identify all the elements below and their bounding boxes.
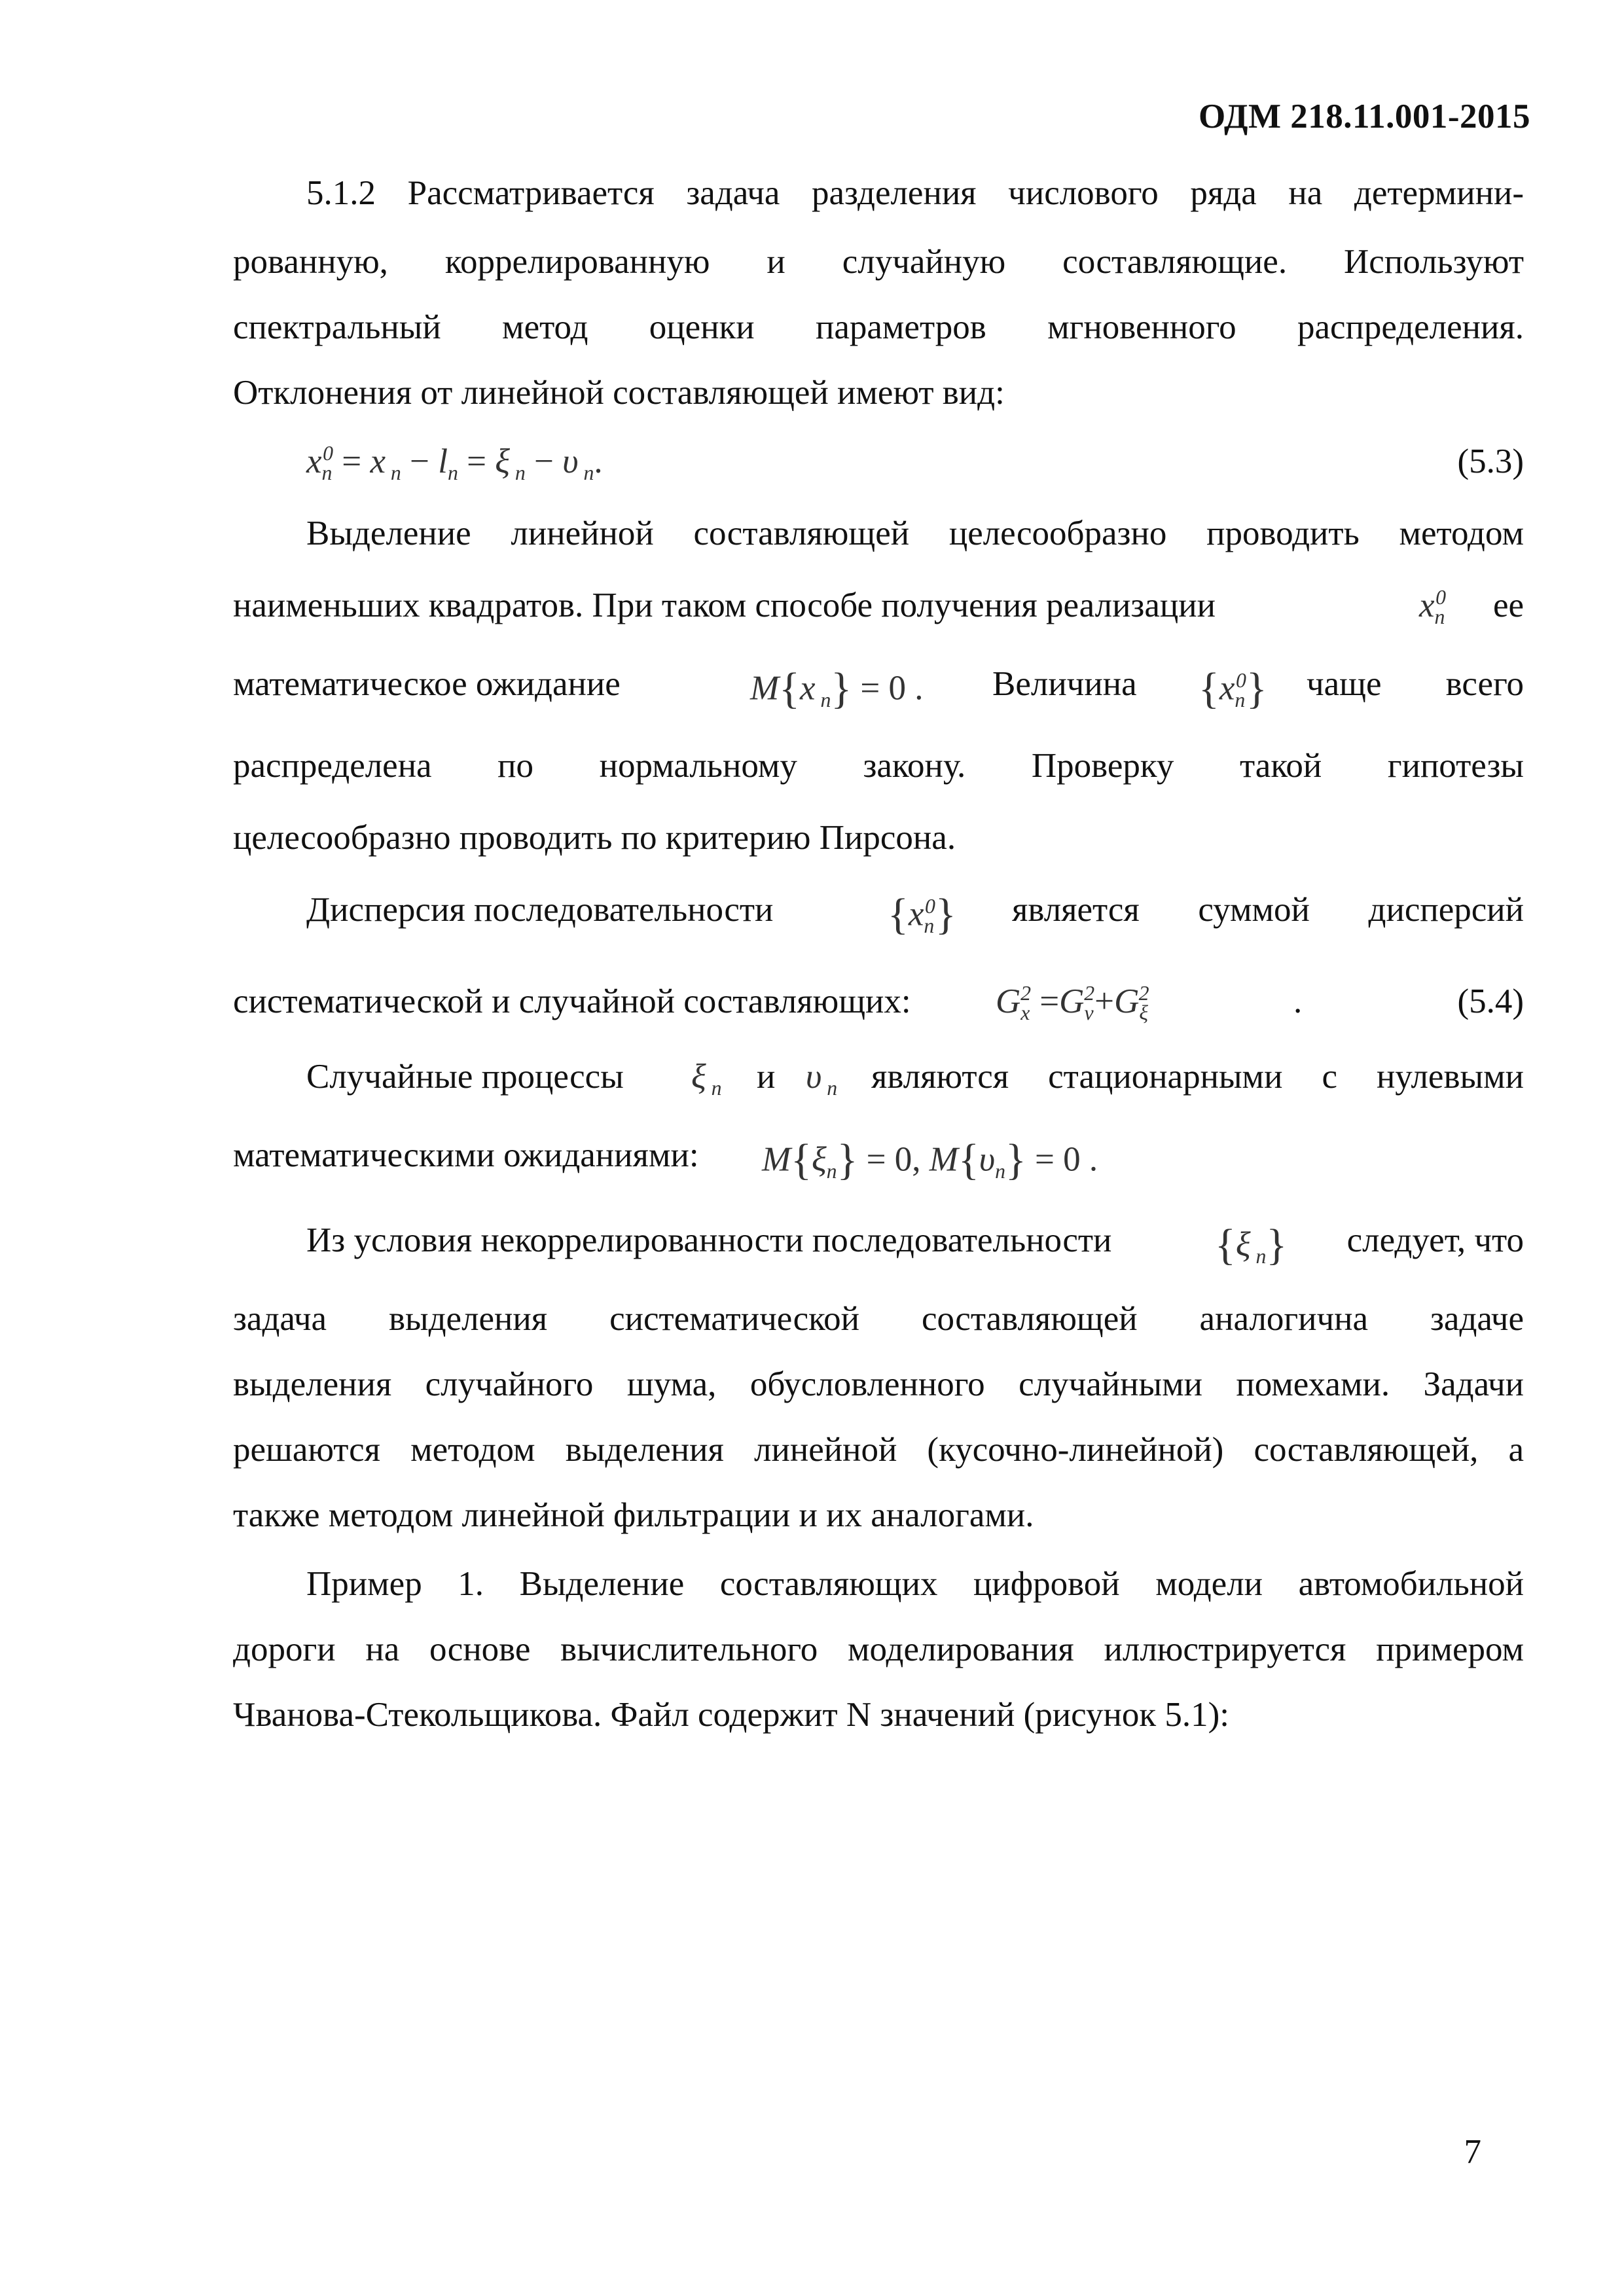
para6-line3: Чванова-Стекольщикова. Файл содержит N значений (рисунок 5.1): [233,1696,1229,1734]
para5-line3: выделения случайного шума, обусловленного случайными помехами. Задачи [233,1365,1524,1403]
equation-number-5-4: (5.4) [1457,982,1524,1020]
equation-number-5-3: (5.3) [1457,442,1524,480]
para3-line1-end: является суммой дисперсий [1012,891,1524,929]
para5-line4: решаются методом выделения линейной (кусочно-линейной) составляющей, а [233,1431,1524,1469]
para4-line1-end: являются стационарными с нулевыми [871,1058,1524,1096]
para6-line1: Пример 1. Выделение составляющих цифровой модели автомобильной [306,1565,1524,1603]
inline-formula-set-xn0-b: $\{x_n^0\}$ [888,891,956,939]
document-code: ОДМ 218.11.001-2015 [1198,98,1530,135]
para5-line2: задача выделения систематической составляющей аналогична задаче [233,1300,1524,1338]
page-number: 7 [1464,2133,1481,2171]
para2-line5: целесообразно проводить по критерию Пирсона. [233,819,956,857]
para2-line3 [233,664,1524,713]
para5-line5: также методом линейной фильтрации и их аналогами. [233,1496,1034,1534]
para2-line4: распределена по нормальному закону. Проверку такой гипотезы [233,747,1524,785]
inline-formula-xi-n: ξ $_n$ [691,1058,722,1100]
formula-5-4-period: . [1293,982,1303,1020]
inline-formula-xn0: $x_n^0$ [1419,586,1447,629]
para3-line2 [233,982,1524,1025]
para4-line2 [233,1136,1524,1184]
para2-line2-end: ее [1492,586,1524,624]
para1-line3: спектральный метод оценки параметров мгновенного распределения. [233,308,1524,346]
para2-line3-end: чаще всего [1307,665,1524,703]
inline-formula-expectation: M{x $_n$} = 0 . [750,665,924,713]
formula-5-3-expression: $x_n^0 = x$ $_n - l_n = \xi$ $_n$ − υ $_n$. [306,442,603,485]
para1-line2: рованную, коррелированную и случайную составляющие. Используют [233,243,1524,281]
para4-line2-text: математическими ожиданиями: [233,1136,699,1174]
para4-line1-text: Случайные процессы [306,1058,624,1096]
para2-line2 [233,586,1524,629]
para4-line1-and: и [757,1058,776,1096]
para3-line1-text: Дисперсия последовательности [306,891,774,929]
para3-line2-text: систематической и случайной составляющих: [233,982,911,1020]
para5-line1-text: Из условия некоррелированности последовательности [306,1221,1112,1259]
formula-5-4-expression: $G_x^2 =G_v^2+G_\xi^2$ [996,982,1149,1025]
para6-line2: дороги на основе вычислительного моделирования иллюстрируется примером [233,1630,1524,1668]
inline-formula-set-xn0: $\{x_n^0\}$ [1199,665,1267,713]
para5-line1-end: следует, что [1346,1221,1524,1259]
para2-line3-text: математическое ожидание [233,665,621,703]
para1-line1: 5.1.2 Рассматривается задача разделения числового ряда на детермини- [306,174,1524,212]
inline-formula-upsilon-n: υ $_n$ [806,1058,838,1100]
para1-line4: Отклонения от линейной составляющей имеют вид: [233,374,1005,412]
para2-line1: Выделение линейной составляющей целесообразно проводить методом [306,514,1524,552]
para2-line3-mid: Величина [992,665,1137,703]
para2-line2-text: наименьших квадратов. При таком способе получения реализации [233,586,1216,624]
inline-formula-zero-means: $M\{\xi_n\} = 0$, $M\{\upsilon_n\} = 0$ . [762,1136,1098,1184]
inline-formula-set-xi-n: {ξ $_n$} [1215,1221,1288,1269]
